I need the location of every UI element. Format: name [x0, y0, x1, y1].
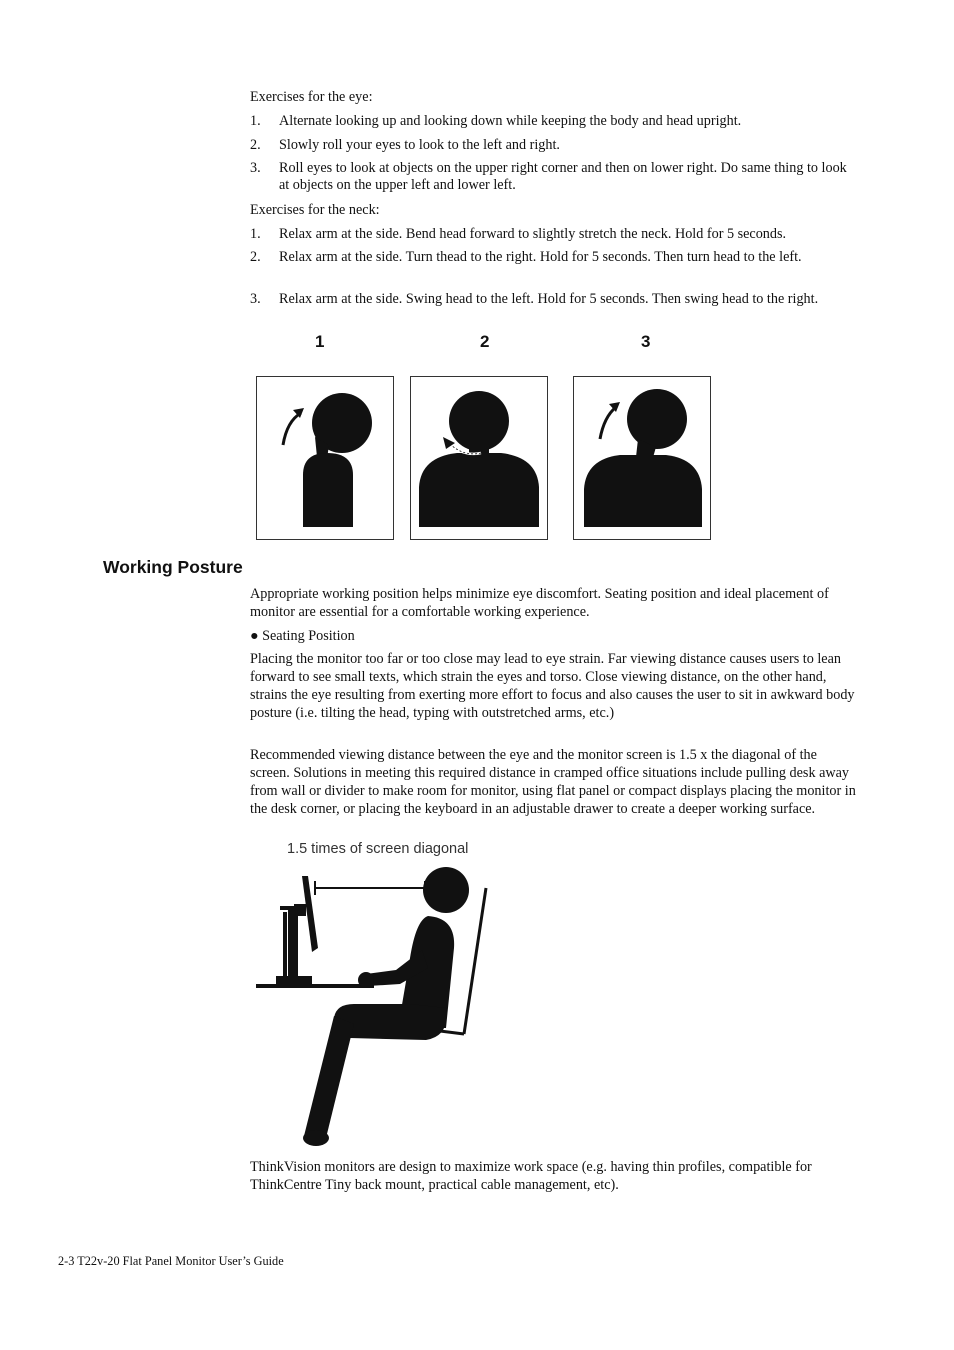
figure-number-1: 1	[315, 332, 325, 351]
figure-number-2: 2	[480, 332, 490, 351]
posture-paragraph-4: ThinkVision monitors are design to maximize work space (e.g. having thin profiles, compatible for ThinkCentre Tiny back mount, practical cable management, etc).	[250, 1159, 812, 1193]
posture-paragraph-3: Recommended viewing distance between the eye and the monitor screen is 1.5 x the diagonal of the screen. Solutions in meeting this required distance in cramped office situations include pulling desk away from wall or divider to make room for monitor, using flat panel or compact displays placing the monitor in the desk corner, or placing the keyboard in an adjustable drawer to create a deeper working surface.	[250, 747, 856, 817]
list-text: Relax arm at the side. Swing head to the left. Hold for 5 seconds. Then swing head to the right.	[279, 291, 819, 307]
neck-exercise-figure-3	[573, 376, 711, 540]
list-number: 2.	[250, 137, 261, 153]
desk-shape	[256, 984, 374, 988]
list-text: Roll eyes to look at objects on the upper right corner and then on lower right. Do same thing to look at objects on the upper left and lower left.	[279, 160, 847, 193]
neck-exercise-figure-1	[256, 376, 394, 540]
person-swing-head-illustration	[574, 377, 712, 539]
bullet-seating-position: ● Seating Position	[250, 628, 355, 644]
neck-exercises-intro: Exercises for the neck:	[250, 202, 380, 218]
figure-number-3: 3	[641, 332, 651, 351]
eye-exercises-intro: Exercises for the eye:	[250, 89, 373, 105]
list-number: 2.	[250, 249, 261, 265]
person-head-shape	[423, 867, 469, 913]
list-text: Slowly roll your eyes to look to the left and right.	[279, 137, 560, 153]
list-item	[250, 248, 856, 267]
list-number: 3.	[250, 291, 261, 307]
list-item	[250, 160, 856, 194]
list-text: Relax arm at the side. Bend head forward to slightly stretch the neck. Hold for 5 seconds.	[279, 226, 787, 242]
list-number: 1.	[250, 226, 261, 242]
list-item	[250, 225, 856, 243]
figure-caption-screen-diagonal: 1.5 times of screen diagonal	[287, 841, 469, 857]
seated-posture-illustration	[250, 858, 500, 1150]
list-item	[250, 290, 856, 308]
person-bend-forward-illustration	[257, 377, 393, 539]
posture-paragraph-2: Placing the monitor too far or too close may lead to eye strain. Far viewing distance causes users to lean forward to see small texts, which strain the eyes and torso. Close viewing distance, on the other hand, strains the eye resulting from exerting more effort to focus and also causes the user to sit in awkward body posture (i.e. tilting the head, typing with outstretched arms, etc.)	[250, 651, 855, 721]
list-item	[250, 112, 856, 130]
person-turn-head-illustration	[411, 377, 547, 539]
neck-exercise-figure-2	[410, 376, 548, 540]
list-number: 1.	[250, 113, 261, 129]
page-footer: 2-3 T22v-20 Flat Panel Monitor User’s Guide	[58, 1254, 284, 1268]
section-heading-working-posture: Working Posture	[103, 557, 243, 577]
list-item	[250, 136, 856, 154]
list-text: Relax arm at the side. Turn thead to the right. Hold for 5 seconds. Then turn head to the left.	[279, 249, 802, 265]
list-number: 3.	[250, 160, 261, 176]
list-text: Alternate looking up and looking down while keeping the body and head upright.	[279, 113, 742, 129]
posture-paragraph-1: Appropriate working position helps minimize eye discomfort. Seating position and ideal placement of monitor are essential for a comfortable working experience.	[250, 586, 829, 620]
